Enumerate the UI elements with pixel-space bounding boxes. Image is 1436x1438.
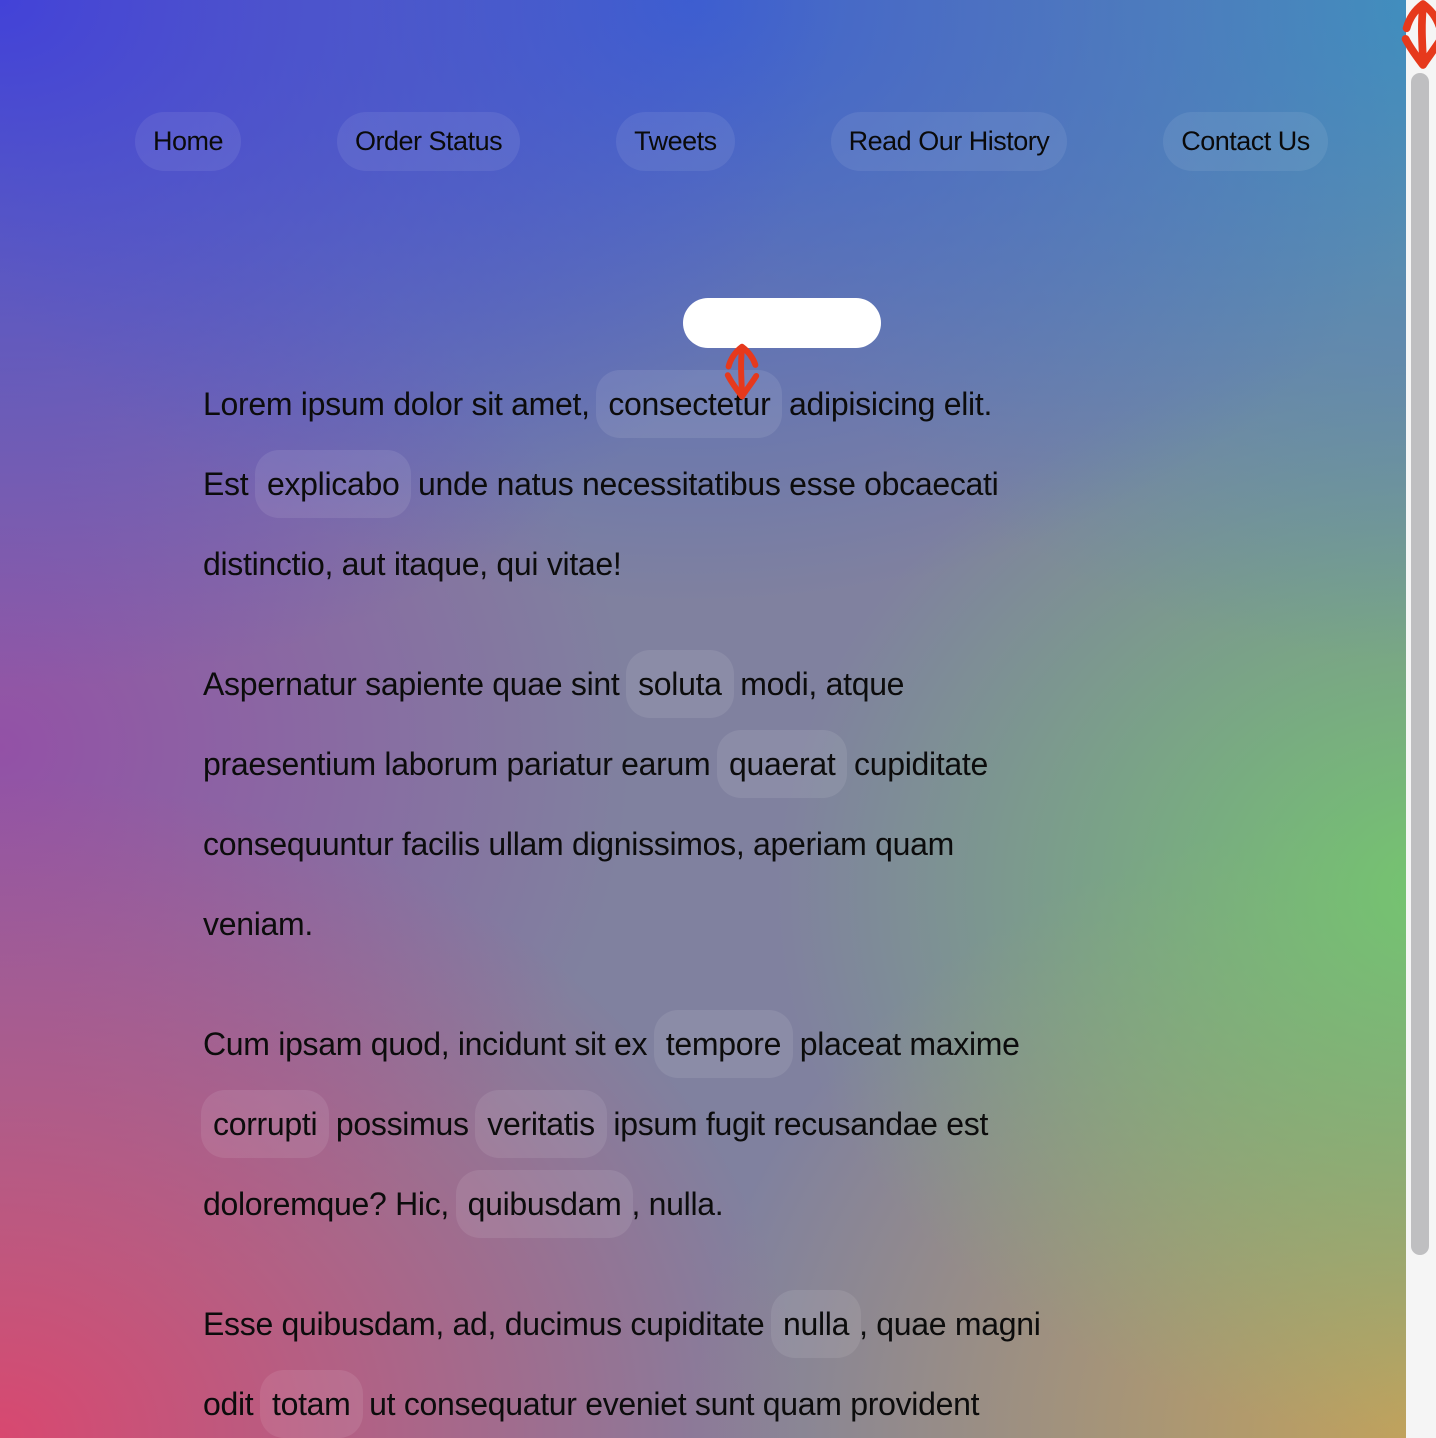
white-pill-button[interactable] — [683, 298, 881, 348]
highlighted-word[interactable]: soluta — [626, 650, 734, 718]
highlighted-word[interactable]: totam — [260, 1370, 363, 1438]
highlighted-word[interactable]: nulla — [771, 1290, 861, 1358]
text-run: doloremque? Hic, — [203, 1186, 458, 1222]
highlighted-word[interactable]: explicabo — [255, 450, 412, 518]
text-run: ut consequatur eveniet sunt quam provident — [360, 1386, 980, 1422]
highlighted-word[interactable]: quibusdam — [456, 1170, 634, 1238]
text-run: Esse quibusdam, ad, ducimus cupiditate — [203, 1306, 773, 1342]
paragraph — [203, 644, 1263, 964]
text-run: modi, atque — [731, 666, 905, 702]
scrollbar-track[interactable] — [1406, 0, 1436, 1438]
highlighted-word[interactable]: tempore — [654, 1010, 793, 1078]
text-run: , nulla. — [631, 1186, 724, 1222]
nav-item-home[interactable]: Home — [135, 112, 241, 171]
text-run: distinctio, aut itaque, qui vitae! — [203, 546, 622, 582]
text-run: praesentium laborum pariatur earum — [203, 746, 719, 782]
text-run: Cum ipsam quod, incidunt sit ex — [203, 1026, 656, 1062]
highlighted-word[interactable]: corrupti — [201, 1090, 329, 1158]
paragraphs — [203, 364, 1263, 1438]
highlighted-word[interactable]: consectetur — [596, 370, 782, 438]
text-run: unde natus necessitatibus esse obcaecati — [409, 466, 999, 502]
highlighted-word[interactable]: quaerat — [717, 730, 847, 798]
text-run: consequuntur facilis ullam dignissimos, aperiam quam — [203, 826, 954, 862]
text-run: odit — [203, 1386, 262, 1422]
nav-item-read-our-history[interactable]: Read Our History — [831, 112, 1068, 171]
text-run: cupiditate — [845, 746, 988, 782]
text-run: Aspernatur sapiente quae sint — [203, 666, 629, 702]
text-run: Lorem ipsum dolor sit amet, — [203, 386, 599, 422]
paragraph — [203, 1284, 1263, 1438]
text-run: Est — [203, 466, 257, 502]
nav-item-order-status[interactable]: Order Status — [337, 112, 520, 171]
text-run: placeat maxime — [791, 1026, 1020, 1062]
paragraph — [203, 1004, 1263, 1244]
text-run: adipisicing elit. — [780, 386, 993, 422]
paragraph — [203, 364, 1263, 604]
nav-item-tweets[interactable]: Tweets — [616, 112, 735, 171]
text-run: ipsum fugit recusandae est — [604, 1106, 989, 1142]
text-run: possimus — [327, 1106, 478, 1142]
highlighted-word[interactable]: veritatis — [475, 1090, 607, 1158]
top-navigation — [135, 112, 1328, 171]
scrollbar-thumb[interactable] — [1411, 73, 1429, 1255]
text-run: , quae magni — [859, 1306, 1041, 1342]
text-run: veniam. — [203, 906, 313, 942]
nav-item-contact-us[interactable]: Contact Us — [1163, 112, 1328, 171]
